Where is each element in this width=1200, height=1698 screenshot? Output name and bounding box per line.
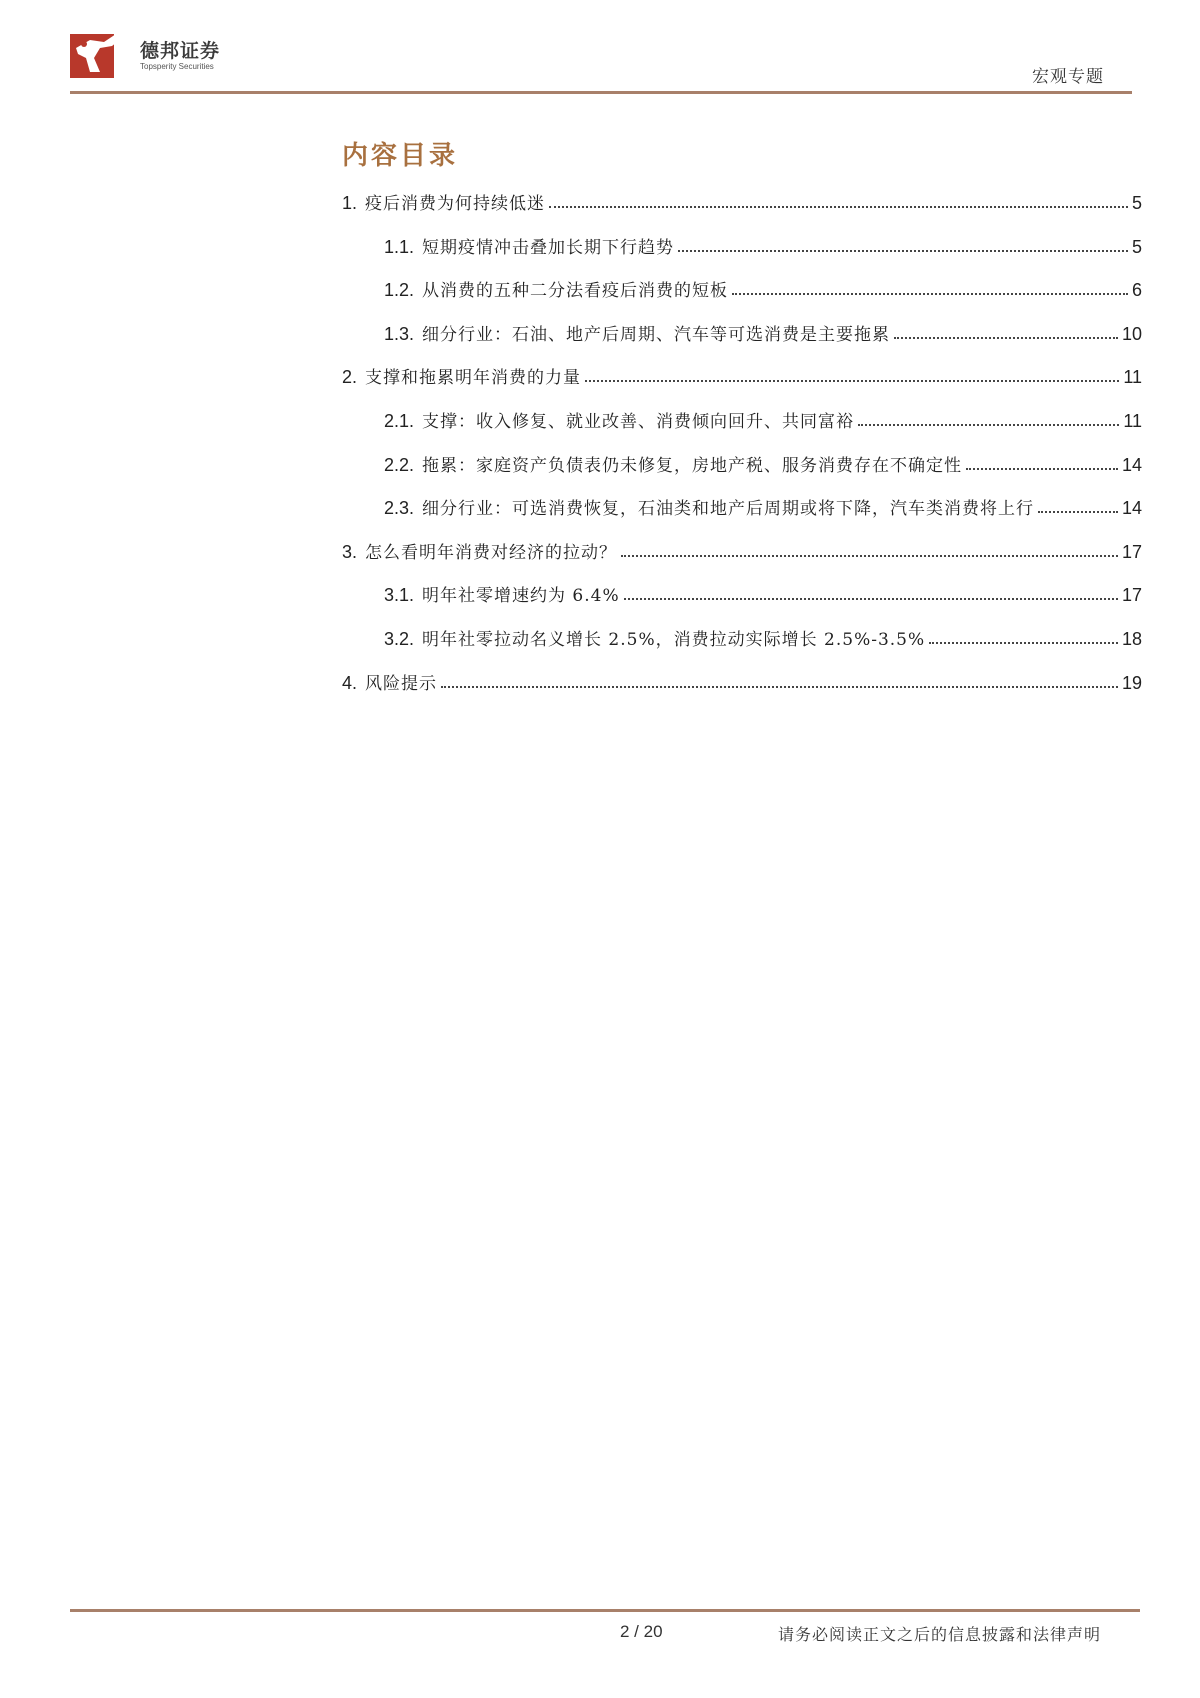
header-divider <box>70 91 1132 94</box>
toc-leader-dots <box>621 555 1118 557</box>
toc-entry-page: 17 <box>1121 585 1142 606</box>
toc-entry-title: 细分行业：可选消费恢复，石油类和地产后周期或将下降，汽车类消费将上行 <box>422 499 1035 520</box>
toc-title: 内容目录 <box>342 141 459 171</box>
toc-entry-page: 14 <box>1121 454 1142 475</box>
toc-entry[interactable] <box>342 360 1142 388</box>
toc-entry[interactable] <box>384 317 1142 345</box>
toc-entry-number: 2.2. <box>384 454 415 475</box>
toc-entry-title: 怎么看明年消费对经济的拉动？ <box>365 542 618 563</box>
toc-entry-number: 4. <box>342 672 358 693</box>
toc-entry-title: 明年社零增速约为 6.4% <box>422 586 620 607</box>
toc-leader-dots <box>1038 511 1118 513</box>
brand-logo <box>70 26 220 86</box>
toc-entry-number: 2. <box>342 367 358 388</box>
disclaimer-note: 请务必阅读正文之后的信息披露和法律声明 <box>778 1625 1102 1644</box>
toc-entry-title: 从消费的五种二分法看疫后消费的短板 <box>422 281 729 302</box>
toc-entry-number: 2.3. <box>384 498 415 519</box>
toc-entry-title: 细分行业：石油、地产后周期、汽车等可选消费是主要拖累 <box>422 324 891 345</box>
brand-name-cn: 德邦证券 <box>140 40 221 62</box>
toc-entry-number: 3. <box>342 541 358 562</box>
page-header <box>70 22 1132 94</box>
toc-entry-page: 14 <box>1121 498 1142 519</box>
report-section-label: 宏观专题 <box>1032 67 1104 87</box>
toc-leader-dots <box>894 337 1118 339</box>
toc-leader-dots <box>549 206 1128 208</box>
toc-entry-title: 支撑和拖累明年消费的力量 <box>365 368 582 389</box>
toc-entry[interactable] <box>384 578 1142 606</box>
toc-entry[interactable] <box>384 230 1142 258</box>
toc-entry-number: 1. <box>342 193 358 213</box>
toc-entry-page: 6 <box>1131 280 1142 301</box>
toc-entry-page: 18 <box>1121 629 1142 649</box>
toc-leader-dots <box>624 598 1118 600</box>
toc-leader-dots <box>929 642 1118 644</box>
toc-entry[interactable] <box>384 273 1142 301</box>
toc-entry-page: 11 <box>1123 367 1142 388</box>
toc-leader-dots <box>441 686 1118 688</box>
toc-entry-title: 明年社零拉动名义增长 2.5%，消费拉动实际增长 2.5%-3.5% <box>422 630 926 650</box>
toc-entry[interactable] <box>342 666 1142 694</box>
toc-entry[interactable] <box>342 535 1142 563</box>
toc-entry-number: 1.1. <box>384 236 415 257</box>
toc-leader-dots <box>585 380 1119 382</box>
toc-entry-title: 疫后消费为何持续低迷 <box>365 194 546 214</box>
toc-entry[interactable] <box>384 622 1142 650</box>
toc-entry-number: 3.2. <box>384 629 415 649</box>
toc-entry-number: 1.2. <box>384 280 415 301</box>
toc-entry-page: 11 <box>1123 411 1142 431</box>
toc-entry[interactable] <box>342 186 1142 214</box>
toc-entry-number: 1.3. <box>384 323 415 344</box>
toc-entry-page: 5 <box>1131 236 1142 257</box>
brand-name-en: Topsperity Securities <box>140 62 214 71</box>
toc-entry[interactable] <box>384 448 1142 476</box>
toc-entry[interactable] <box>384 404 1142 432</box>
toc-entry[interactable] <box>384 491 1142 519</box>
toc-entry-title: 支撑：收入修复、就业改善、消费倾向回升、共同富裕 <box>422 412 855 432</box>
toc-leader-dots <box>732 293 1128 295</box>
toc-entry-title: 风险提示 <box>365 673 438 694</box>
toc-entry-page: 5 <box>1131 193 1142 213</box>
page-number: 2 / 20 <box>620 1622 663 1641</box>
toc-entry-page: 17 <box>1121 541 1142 562</box>
toc-entry-title: 短期疫情冲击叠加长期下行趋势 <box>422 237 675 258</box>
toc-entry-title: 拖累：家庭资产负债表仍未修复，房地产税、服务消费存在不确定性 <box>422 455 963 476</box>
toc-entry-number: 3.1. <box>384 585 415 606</box>
brand-logo-icon <box>70 28 126 80</box>
toc-entry-page: 19 <box>1121 672 1142 693</box>
toc-leader-dots <box>678 250 1128 252</box>
toc-leader-dots <box>858 424 1119 426</box>
footer-divider <box>70 1609 1140 1612</box>
toc-entry-page: 10 <box>1121 323 1142 344</box>
toc-leader-dots <box>966 468 1118 470</box>
toc-entry-number: 2.1. <box>384 411 415 431</box>
